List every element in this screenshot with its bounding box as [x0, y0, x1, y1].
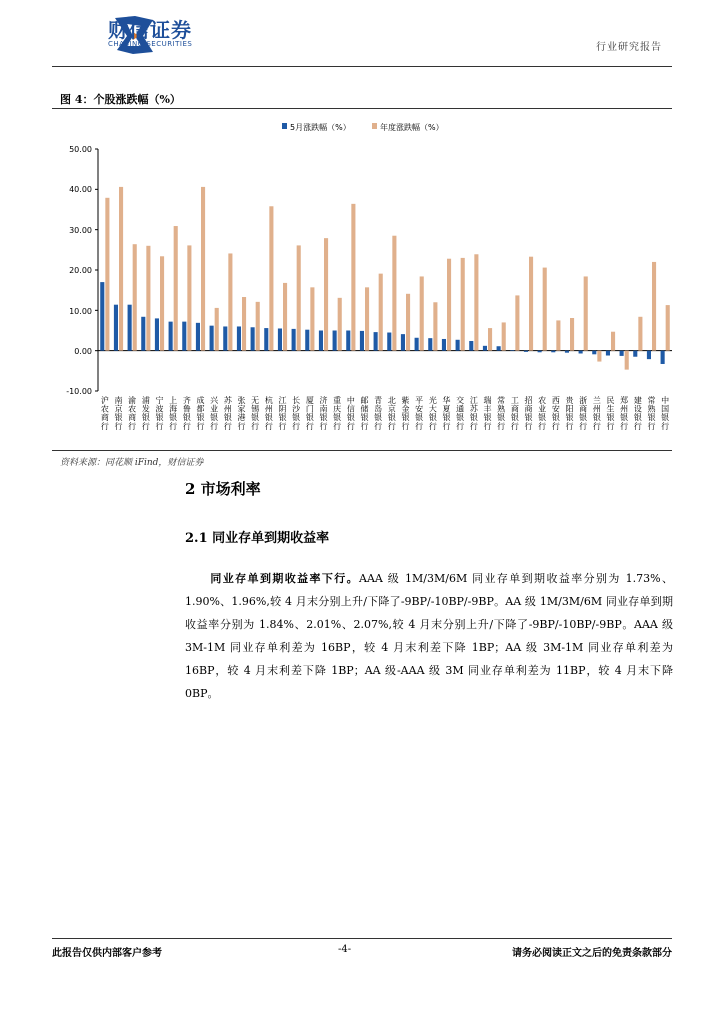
- bar-ytd: [420, 276, 424, 350]
- x-tick-label: 齐鲁银行: [182, 396, 191, 431]
- bar-ytd: [242, 297, 246, 351]
- bar-ytd: [146, 246, 150, 351]
- x-tick-label: 沪农商行: [100, 396, 109, 431]
- bar-ytd: [379, 274, 383, 351]
- subsection-heading: 2.1 同业存单到期收益率: [185, 531, 330, 546]
- bar-may: [428, 338, 432, 351]
- bar-ytd: [474, 254, 478, 350]
- body-paragraph: [185, 567, 673, 705]
- x-tick-label: 渝农商行: [128, 396, 137, 431]
- bar-ytd: [174, 226, 178, 351]
- bar-ytd: [105, 198, 109, 351]
- bar-ytd: [310, 287, 314, 350]
- bar-ytd: [638, 317, 642, 351]
- x-tick-label: 西安银行: [551, 396, 560, 431]
- x-tick-label: 瑞丰银行: [483, 396, 492, 431]
- bar-may: [497, 346, 501, 350]
- bar-may: [155, 318, 159, 350]
- bar-may: [510, 350, 514, 351]
- bar-may: [264, 328, 268, 351]
- bar-may: [565, 351, 569, 353]
- bar-may: [100, 282, 104, 351]
- x-tick-label: 光大银行: [428, 396, 437, 431]
- bar-may: [305, 330, 309, 351]
- bar-may: [114, 305, 118, 351]
- x-axis-labels: [101, 395, 669, 431]
- bar-may: [319, 331, 323, 351]
- x-tick-label: 平安银行: [415, 396, 424, 431]
- x-tick-label: 张家港行: [237, 396, 246, 431]
- bar-may: [620, 351, 624, 356]
- paragraph-lead: 同业存单到期收益率下行。: [209, 572, 360, 585]
- bar-may: [292, 329, 296, 351]
- x-tick-label: 江阴银行: [278, 396, 287, 431]
- bar-ytd: [160, 256, 164, 350]
- y-axis: [66, 145, 92, 396]
- bar-ytd: [597, 351, 601, 362]
- bar-ytd: [433, 302, 437, 350]
- legend-swatch-may: [282, 123, 287, 129]
- bar-ytd: [488, 328, 492, 351]
- bar-ytd: [297, 245, 301, 350]
- bar-may: [182, 322, 186, 351]
- bar-may: [415, 338, 419, 351]
- bar-may: [442, 339, 446, 351]
- x-tick-label: 紫金银行: [401, 396, 410, 431]
- section-heading: 2 市场利率: [185, 480, 261, 498]
- figure-title: 图 4：个股涨跌幅（%）: [60, 93, 181, 106]
- y-tick-label: 40.00: [69, 185, 92, 194]
- bar-may: [606, 351, 610, 356]
- bar-ytd: [515, 295, 519, 350]
- x-tick-label: 无锡银行: [251, 396, 260, 431]
- bar-may: [661, 351, 665, 364]
- bar-may: [401, 334, 405, 351]
- bar-may: [469, 341, 473, 351]
- bar-chart: [50, 112, 674, 442]
- bar-may: [223, 326, 227, 350]
- x-tick-label: 兴业银行: [210, 396, 219, 431]
- header-divider: [52, 66, 672, 67]
- bar-ytd: [351, 204, 355, 351]
- bar-may: [387, 333, 391, 351]
- bar-ytd: [406, 294, 410, 351]
- x-tick-label: 农业银行: [538, 396, 547, 431]
- bar-may: [196, 323, 200, 351]
- x-tick-label: 兰州银行: [592, 396, 601, 431]
- page-number: -4-: [338, 944, 352, 955]
- bar-may: [633, 351, 637, 357]
- y-tick-label: 20.00: [69, 266, 92, 275]
- y-tick-label: 30.00: [69, 226, 92, 235]
- bar-ytd: [228, 253, 232, 350]
- x-tick-label: 重庆银行: [333, 396, 342, 431]
- x-tick-label: 工商银行: [510, 396, 519, 431]
- x-tick-label: 苏州银行: [223, 396, 232, 431]
- bar-ytd: [502, 322, 506, 350]
- y-tick-label: 50.00: [69, 145, 92, 154]
- bar-ytd: [625, 351, 629, 370]
- bar-may: [524, 351, 528, 352]
- figure-bottom-rule: [52, 450, 672, 451]
- bar-may: [538, 351, 542, 353]
- bar-may: [278, 328, 282, 350]
- paragraph-body: AAA 级 1M/3M/6M 同业存单到期收益率分别为 1.73%、1.90%、1.96%,较 4 月末分别上升/下降了-9BP/-10BP/-9BP。AA 级 1M/3M/6M 同业存单到期收益率分别为 1.84%、2.01%、2.07%,较 4 月末分别上升/下降了-9BP/-10BP/-9BP。AAA 级 3M-1M 同业存单利差为 16BP，较 4 月末利差下降 1BP；AA 级 3M-1M 同业存单利差为 16BP，较 4 月末利差下降 1BP；AA 级-AAA 级 3M 同业存单利差为 11BP，较 4 月末下降 0BP。: [185, 572, 673, 700]
- bar-may: [360, 331, 364, 351]
- bar-ytd: [461, 258, 465, 351]
- bar-may: [374, 332, 378, 351]
- y-tick-label: -10.00: [66, 387, 92, 396]
- footer-disclaimer-right: 请务必阅读正文之后的免责条款部分: [512, 948, 672, 959]
- report-type: 行业研究报告: [596, 42, 662, 53]
- bar-ytd: [543, 268, 547, 351]
- bar-ytd: [256, 302, 260, 351]
- x-tick-label: 民生银行: [606, 396, 615, 431]
- bar-may: [647, 351, 651, 359]
- bar-ytd: [570, 318, 574, 351]
- bar-ytd: [392, 236, 396, 351]
- x-tick-label: 交通银行: [456, 396, 465, 431]
- bar-ytd: [611, 332, 615, 351]
- bar-ytd: [133, 244, 137, 350]
- company-name: 财信证券: [108, 18, 192, 42]
- bar-ytd: [187, 245, 191, 350]
- x-tick-label: 浦发银行: [141, 396, 150, 431]
- x-tick-label: 厦门银行: [305, 396, 314, 431]
- x-tick-label: 邮储银行: [360, 396, 369, 431]
- x-tick-label: 招商银行: [524, 396, 533, 431]
- bar-may: [210, 326, 214, 351]
- x-tick-label: 济南银行: [319, 396, 328, 431]
- bar-ytd: [365, 287, 369, 350]
- bar-may: [169, 322, 173, 351]
- legend-label-ytd: 年度涨跌幅（%）: [380, 123, 444, 132]
- x-tick-label: 郑州银行: [620, 396, 629, 431]
- bar-ytd: [556, 320, 560, 350]
- bar-may: [592, 351, 596, 355]
- figure-source: 资料来源：同花顺 iFind，财信证券: [60, 458, 204, 468]
- bar-ytd: [652, 262, 656, 351]
- bar-ytd: [215, 308, 219, 351]
- x-tick-label: 北京银行: [387, 396, 396, 431]
- x-tick-label: 长沙银行: [292, 396, 301, 431]
- bar-may: [456, 340, 460, 351]
- bar-may: [251, 327, 255, 350]
- bar-ytd: [201, 187, 205, 351]
- bar-ytd: [666, 305, 670, 351]
- bar-may: [237, 326, 241, 350]
- x-tick-label: 青岛银行: [374, 396, 383, 431]
- x-tick-label: 南京银行: [114, 396, 123, 431]
- x-tick-label: 中信银行: [346, 396, 355, 431]
- plot-area: [95, 149, 672, 391]
- bar-ytd: [529, 257, 533, 351]
- x-tick-label: 宁波银行: [155, 396, 164, 431]
- footer-divider: [52, 938, 672, 939]
- x-tick-label: 中国银行: [661, 396, 670, 431]
- x-tick-label: 成都银行: [196, 396, 205, 431]
- bar-may: [483, 346, 487, 351]
- y-tick-label: 0.00: [74, 347, 92, 356]
- x-tick-label: 浙商银行: [579, 396, 588, 431]
- bar-may: [346, 331, 350, 351]
- bar-ytd: [119, 187, 123, 351]
- bar-ytd: [338, 298, 342, 351]
- bar-ytd: [324, 238, 328, 351]
- x-tick-label: 华夏银行: [442, 396, 451, 431]
- footer-disclaimer-left: 此报告仅供内部客户参考: [52, 948, 162, 959]
- legend-swatch-ytd: [372, 123, 377, 129]
- bar-may: [333, 331, 337, 351]
- bar-may: [141, 317, 145, 351]
- x-tick-label: 贵阳银行: [565, 396, 574, 431]
- bar-ytd: [584, 276, 588, 350]
- x-tick-label: 常熟银行: [497, 396, 506, 431]
- bar-ytd: [269, 206, 273, 350]
- bar-ytd: [283, 283, 287, 351]
- figure-top-rule: [52, 108, 672, 109]
- bar-may: [128, 305, 132, 351]
- x-tick-label: 江苏银行: [469, 396, 478, 431]
- y-tick-label: 10.00: [69, 307, 92, 316]
- x-tick-label: 杭州银行: [264, 396, 273, 431]
- company-name-en: CHASING SECURITIES: [108, 40, 193, 48]
- x-tick-label: 常熟银行: [647, 396, 656, 431]
- bar-may: [579, 351, 583, 354]
- x-tick-label: 建设银行: [633, 396, 642, 431]
- chart-legend: [282, 122, 444, 132]
- bar-ytd: [447, 259, 451, 351]
- legend-label-may: 5月涨跌幅（%）: [290, 123, 351, 132]
- bar-may: [551, 351, 555, 353]
- x-tick-label: 上海银行: [169, 396, 178, 431]
